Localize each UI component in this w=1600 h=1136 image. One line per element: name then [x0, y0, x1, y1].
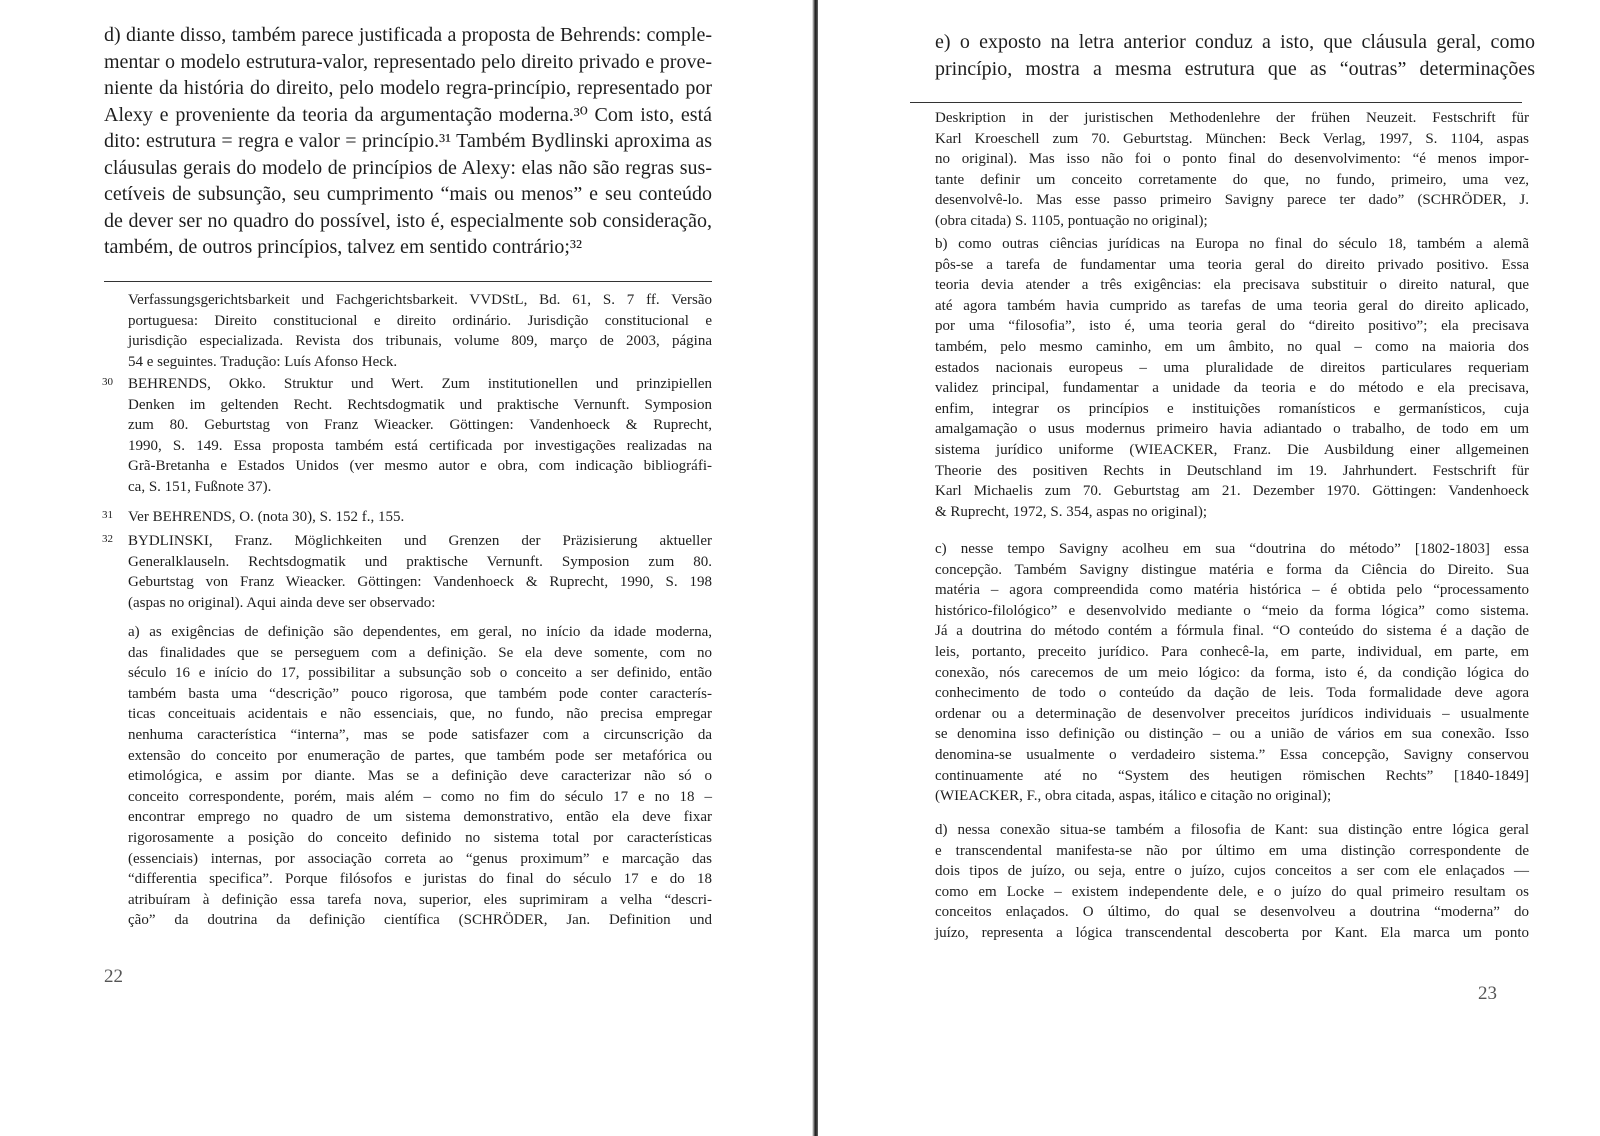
- footnote-line: Deskription in der juristischen Methodenlehre der frühen Neuzeit. Festschrift für: [935, 110, 1529, 126]
- footnote-line: “differentia specifica”. Porque filósofos e juristas do final do século 17 e do 18: [128, 871, 712, 888]
- left-main-text: [104, 22, 712, 261]
- footnote-line: concepção. Também Savigny distingue matéria e forma da Ciência do Direito. Sua: [935, 561, 1529, 578]
- text-line: princípio, mostra a mesma estrutura que as “outras” determinações: [935, 58, 1535, 80]
- footnote-line: ticas conceituais acidentais e não essenciais, que, no fundo, não precisa empregar: [128, 706, 712, 723]
- text-line: cetíveis de subsunção, seu cumprimento “mais ou menos” e seu conteúdo: [104, 183, 712, 205]
- footnote-line: século 16 e início do 17, possibilitar a subsunção sob o conceito a ser definido, então: [128, 665, 712, 682]
- footnote-line: (essenciais) internas, por associação correta ao “genus proximum” e marcação das: [128, 850, 712, 867]
- footnote-line: Já a doutrina do método contém a fórmula final. “O conteúdo do sistema é a dação de: [935, 623, 1529, 640]
- footnote-mark: 32: [102, 533, 113, 545]
- footnote-line: conhecimento de todo o conteúdo da dação de leis. Toda formalidade deve agora: [935, 685, 1529, 702]
- footnote-line: 1990, S. 149. Essa proposta também está certificada por investigações realizadas na: [128, 437, 712, 454]
- footnote-line: enfim, integrar os princípios e instituições romanísticos e germanísticos, cuja: [935, 400, 1529, 417]
- footnote-line: portuguesa: Direito constitucional e direito ordinário. Jurisdição constitucional e: [128, 312, 712, 329]
- footnote-line: ordenar ou a determinação de desenvolver preceitos jurídicos individuais – usualmente: [935, 705, 1529, 722]
- footnote-line: d) nessa conexão situa-se também a filosofia de Kant: sua distinção entre lógica geral: [935, 822, 1529, 838]
- footnote-line: teoria devia atender a três exigências: ela precisava substituir o direito natural, que: [935, 277, 1529, 294]
- footnote-line: conexão, nós carecemos de um meio lógico: da forma, isto é, da condição lógica do: [935, 664, 1529, 681]
- footnote-line: etimológica, e assim por diante. Mas se a definição deve caracterizar não só o: [128, 768, 712, 785]
- footnote-30: [102, 374, 712, 498]
- footnote-line: BYDLINSKI, Franz. Möglichkeiten und Grenzen der Präzisierung aktueller: [128, 533, 712, 549]
- footnote-line: (WIEACKER, F., obra citada, aspas, itálico e citação no original);: [935, 788, 1332, 805]
- footnote-mark: 30: [102, 376, 113, 388]
- text-line: também, de outros princípios, talvez em sentido contrário;³²: [104, 236, 582, 258]
- footnote-line: & Ruprecht, 1972, S. 354, aspas no original);: [935, 503, 1208, 520]
- footnote-divider: [104, 281, 712, 282]
- footnote-line: jurisdição especializada. Revista dos tribunais, volume 809, março de 2003, página: [128, 333, 712, 350]
- text-line: mentar o modelo estrutura-valor, representado pelo direito privado e prove-: [104, 50, 712, 73]
- text-line: e) o exposto na letra anterior conduz a isto, que cláusula geral, como: [935, 31, 1535, 53]
- footnote-line: juízo, representa a lógica transcendental descoberta por Kant. Ela marca um ponto: [935, 924, 1529, 941]
- footnote-line: zum 80. Geburtstag von Franz Wieacker. Göttingen: Vandenhoeck & Ruprecht,: [128, 417, 712, 434]
- footnote-line: histórico-filológico” e desenvolvido mediante o “meio da forma lógica” como sistema.: [935, 602, 1529, 619]
- footnote-line: b) como outras ciências jurídicas na Europa no final do século 18, também a alemã: [935, 236, 1529, 252]
- footnote-line: Karl Kroeschell zum 70. Geburtstag. München: Beck Verlag, 1997, S. 1104, aspas: [935, 130, 1529, 147]
- footnote-line: denomina-se usualmente o verdadeiro sistema.” Essa concepção, Savigny conservou: [935, 746, 1529, 763]
- footnote-line: ção” da doutrina da definição científica (SCHRÖDER, Jan. Definition und: [128, 912, 712, 929]
- footnote-line: extensão do conceito por enumeração de partes, que também pode ser metafórica ou: [128, 747, 712, 764]
- footnote-item-d: [935, 820, 1529, 944]
- footnote-line: também, pelo mesmo caminho, em um âmbito, no qual – como na maioria dos: [935, 338, 1529, 355]
- footnote-line: matéria – agora compreendida como matéria histórica – é obtida pelo “processamento: [935, 582, 1529, 599]
- footnote-line: se denomina isso definição ou distinção – ou a união de vários em sua conexão. Isso: [935, 726, 1529, 743]
- footnote-line: Karl Michaelis zum 70. Geburtstag am 21. Dezember 1970. Göttingen: Vandenhoeck: [935, 483, 1529, 500]
- footnote-line: desenvolvê-lo. Mas esse passo primeiro Savigny parece ter dado” (SCHRÖDER, J.: [935, 192, 1529, 209]
- footnote-line: 54 e seguintes. Tradução: Luís Afonso Heck.: [128, 353, 398, 370]
- text-line: dito: estrutura = regra e valor = princípio.³¹ Também Bydlinski aproxima as: [104, 130, 712, 152]
- footnote-line: BEHRENDS, Okko. Struktur und Wert. Zum institutionellen und prinzipiellen: [128, 376, 712, 392]
- footnote-line: Geburtstag von Franz Wieacker. Göttingen: Vandenhoeck & Ruprecht, 1990, S. 198: [128, 574, 712, 591]
- footnote-line: dois tipos de juízo, ou seja, entre o juízo, cujos conceitos a ser com ele enlaçados —: [935, 863, 1529, 880]
- footnote-line: pôs-se a tarefa de fundamentar uma teoria geral do direito privado positivo. Essa: [935, 256, 1529, 273]
- footnote-line: leis, portanto, preceito jurídico. Para conhecê-la, em parte, individual, em parte, em: [935, 643, 1529, 660]
- footnote-line: Verfassungsgerichtsbarkeit und Fachgerichtsbarkeit. VVDStL, Bd. 61, S. 7 ff. Versão: [128, 292, 712, 308]
- footnote-line: amalgamação o usus modernus primeiro havia adiantado o trabalho, de todo em um: [935, 421, 1529, 438]
- footnote-line: conceitos enlaçados. O último, do qual se desenvolveu a doutrina “moderna” do: [935, 904, 1529, 921]
- footnote-line: a) as exigências de definição são dependentes, em geral, no início da idade moderna,: [128, 624, 712, 640]
- text-line: Alexy e proveniente da teoria da argumentação moderna.³⁰ Com isto, está: [104, 103, 712, 126]
- page-number: 23: [1478, 983, 1497, 1004]
- page-number: 22: [104, 966, 123, 987]
- footnote-item-c: [935, 539, 1529, 807]
- footnote-line: das finalidades que se perseguem com a definição. Se ela deve somente, com no: [128, 644, 712, 661]
- footnote-line: rigorosamente a posição do conceito definido no sistema total por características: [128, 829, 712, 846]
- footnote-line: no original). Mas isso não foi o ponto final do desenvolvimento: “é menos impor-: [935, 151, 1529, 168]
- footnote-line: Theorie des positiven Rechts in Deutschland im 19. Jahrhundert. Festschrift für: [935, 462, 1529, 479]
- footnote-continuation: [935, 108, 1529, 232]
- footnote-line: (aspas no original). Aqui ainda deve ser observado:: [128, 594, 436, 611]
- footnote-line: por uma “filosofia”, isto é, uma teoria geral do “direito positivo”; ela precisava: [935, 318, 1529, 335]
- footnote-divider: [910, 102, 1522, 103]
- footnote-line: como em Locke – existem independente dele, e o juízo do qual primeiro resultam os: [935, 883, 1529, 900]
- footnote-line: Ver BEHRENDS, O. (nota 30), S. 152 f., 155.: [128, 509, 405, 525]
- footnote-31: [102, 507, 712, 528]
- text-line: d) diante disso, também parece justificada a proposta de Behrends: comple-: [104, 24, 712, 46]
- footnote-mark: 31: [102, 509, 113, 521]
- text-line: cláusulas gerais do modelo de princípios de Alexy: elas não são regras sus-: [104, 156, 712, 179]
- footnote-line: estados nacionais europeus – uma pluralidade de direitos particulares requeriam: [935, 359, 1529, 376]
- footnote-line: validez principal, fundamentar a unidade da teoria e do método e ela precisava,: [935, 380, 1529, 397]
- footnote-line: nenhuma característica “interna”, mas se pode satisfazer com a circunscrição da: [128, 726, 712, 743]
- footnote-line: ca, S. 151, Fußnote 37).: [128, 478, 272, 495]
- footnote-line: tante definir um conceito corretamente do que, no fundo, primeiro, uma vez,: [935, 171, 1529, 188]
- footnote-line: Generalklauseln. Rechtsdogmatik und praktische Vernunft. Symposion zum 80.: [128, 553, 712, 570]
- footnote-line: até agora também havia cumprido as tarefas de uma teoria geral do direito aplicado,: [935, 297, 1529, 314]
- footnote-line: c) nesse tempo Savigny acolheu em sua “doutrina do método” [1802-1803] essa: [935, 541, 1529, 557]
- footnote-line: (obra citada) S. 1105, pontuação no original);: [935, 212, 1208, 229]
- footnote-item-b: [935, 234, 1529, 522]
- footnote-line: conceito correspondente, porém, mais além – como no fim do século 17 e no 18 –: [128, 788, 712, 805]
- footnote-line: sistema jurídico uniforme (WIEACKER, Franz. Die Ausbildung einer allgemeinen: [935, 441, 1529, 458]
- right-page: [818, 0, 1600, 1136]
- text-line: de dever ser no quadro do possível, isto é, especialmente sob consideração,: [104, 209, 712, 232]
- footnote-line: Denken im geltenden Recht. Rechtsdogmatik und praktische Vernunft. Symposion: [128, 396, 712, 413]
- footnote-32: [102, 531, 712, 613]
- footnote-continuation: [128, 290, 712, 372]
- right-main-text: [935, 29, 1535, 83]
- footnote-line: encontrar emprego no quadro de um sistema demonstrativo, então ela deve fixar: [128, 809, 712, 826]
- footnote-line: Grã-Bretanha e Estados Unidos (ver mesmo autor e obra, com indicação bibliográfi-: [128, 458, 712, 475]
- footnote-line: também basta uma “descrição” pouco rigorosa, que também pode conter caracterís-: [128, 685, 712, 702]
- footnote-line: atribuíram à definição essa tarefa nova, superior, eles suprimiram a velha “descri-: [128, 891, 712, 908]
- text-line: niente da história do direito, pelo modelo regra-princípio, representado por: [104, 77, 712, 99]
- footnote-line: e transcendental manifesta-se não por último em uma distinção correspondente de: [935, 842, 1529, 859]
- footnote-32-item-a: [128, 622, 712, 931]
- footnote-line: continuamente até no “System des heutigen römischen Rechts” [1840-1849]: [935, 767, 1529, 784]
